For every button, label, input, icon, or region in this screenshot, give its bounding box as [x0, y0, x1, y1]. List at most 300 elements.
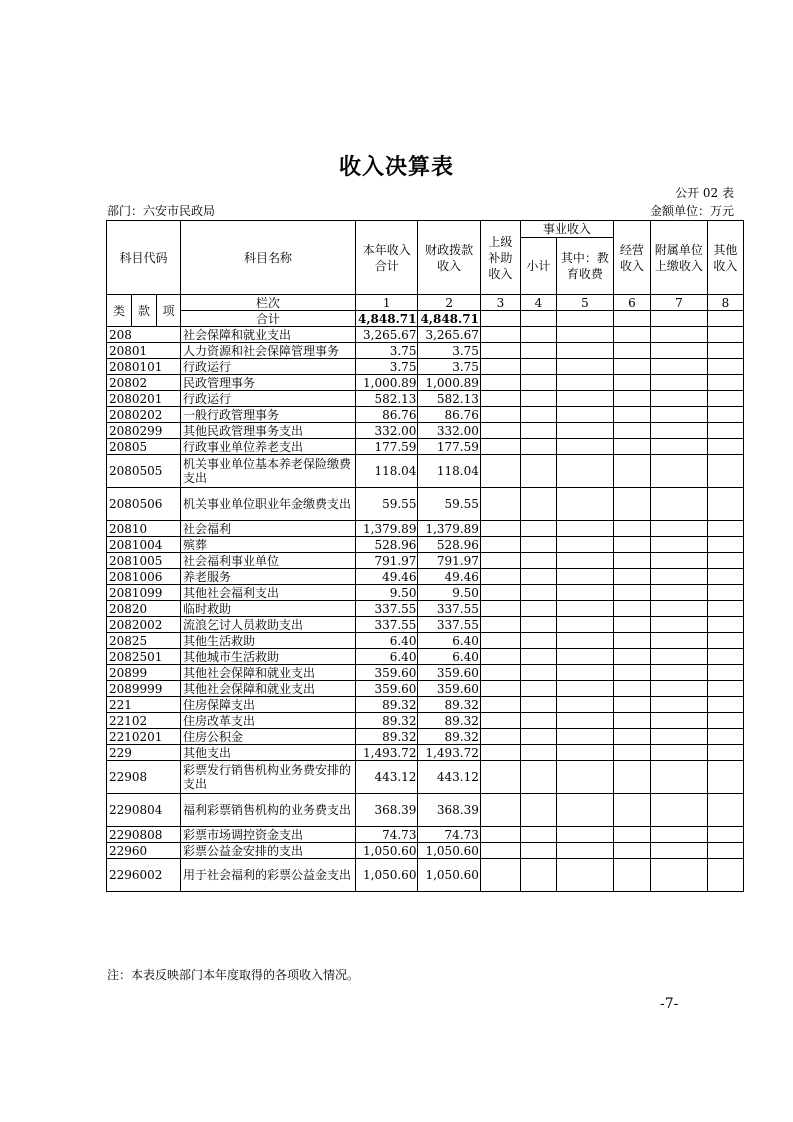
row-fiscal: 359.60: [418, 681, 480, 697]
row-name: 福利彩票销售机构的业务费支出: [181, 794, 356, 827]
row-fiscal: 86.76: [418, 407, 480, 423]
empty-cell: [650, 343, 707, 359]
row-name: 养老服务: [181, 569, 356, 585]
row-fiscal: 1,493.72: [418, 745, 480, 761]
empty-cell: [613, 359, 650, 375]
table-row: [107, 827, 744, 843]
empty-cell: [520, 697, 556, 713]
header-total-income: 本年收入合计: [356, 221, 418, 295]
header-affiliated: 附属单位上缴收入: [650, 221, 707, 295]
empty-cell: [650, 375, 707, 391]
row-code: 2290804: [107, 794, 181, 827]
empty-cell: [707, 488, 743, 521]
row-code: 20810: [107, 521, 181, 537]
table-row: [107, 859, 744, 892]
empty-cell: [613, 859, 650, 892]
empty-cell: [707, 617, 743, 633]
empty-cell: [707, 391, 743, 407]
table-row: [107, 569, 744, 585]
empty-cell: [520, 681, 556, 697]
empty-cell: [613, 617, 650, 633]
table-row: [107, 745, 744, 761]
row-total-income: 1,000.89: [356, 375, 418, 391]
empty-cell: [556, 665, 613, 681]
row-code: 2082501: [107, 649, 181, 665]
header-operating: 经营收入: [613, 221, 650, 295]
empty-cell: [480, 601, 520, 617]
row-total-income: 337.55: [356, 601, 418, 617]
row-name: 彩票市场调控资金支出: [181, 827, 356, 843]
empty-cell: [650, 359, 707, 375]
header-class: 类: [107, 295, 132, 327]
empty-cell: [650, 843, 707, 859]
row-code: 22102: [107, 713, 181, 729]
empty-cell: [613, 537, 650, 553]
table-row: [107, 761, 744, 794]
empty-cell: [520, 327, 556, 343]
empty-cell: [707, 407, 743, 423]
header-education-fee: 其中：教育收费: [556, 238, 613, 295]
table-row: [107, 665, 744, 681]
row-fiscal: 528.96: [418, 537, 480, 553]
empty-cell: [480, 681, 520, 697]
empty-cell: [480, 729, 520, 745]
form-number: 公开 02 表: [675, 186, 734, 200]
empty-cell: [520, 713, 556, 729]
row-total-income: 89.32: [356, 697, 418, 713]
empty-cell: [520, 601, 556, 617]
empty-cell: [650, 391, 707, 407]
row-fiscal: 332.00: [418, 423, 480, 439]
empty-cell: [480, 423, 520, 439]
row-code: 20899: [107, 665, 181, 681]
row-fiscal: 337.55: [418, 601, 480, 617]
row-total-income: 1,050.60: [356, 843, 418, 859]
empty-cell: [707, 537, 743, 553]
row-name: 民政管理事务: [181, 375, 356, 391]
table-row: [107, 407, 744, 423]
table-row: [107, 794, 744, 827]
row-total-income: 443.12: [356, 761, 418, 794]
empty-cell: [650, 681, 707, 697]
empty-cell: [613, 713, 650, 729]
empty-cell: [480, 537, 520, 553]
empty-cell: [650, 455, 707, 488]
row-fiscal: 1,379.89: [418, 521, 480, 537]
table-row: [107, 729, 744, 745]
row-code: 208: [107, 327, 181, 343]
empty-cell: [480, 761, 520, 794]
empty-cell: [556, 713, 613, 729]
empty-cell: [480, 407, 520, 423]
empty-cell: [520, 553, 556, 569]
empty-cell: [650, 617, 707, 633]
table-row: [107, 633, 744, 649]
row-total-income: 177.59: [356, 439, 418, 455]
empty-cell: [707, 827, 743, 843]
empty-cell: [556, 553, 613, 569]
row-code: 20802: [107, 375, 181, 391]
empty-cell: [480, 359, 520, 375]
empty-cell: [520, 407, 556, 423]
row-name: 一般行政管理事务: [181, 407, 356, 423]
empty-cell: [707, 729, 743, 745]
empty-cell: [613, 761, 650, 794]
empty-cell: [556, 423, 613, 439]
empty-cell: [613, 439, 650, 455]
empty-cell: [520, 617, 556, 633]
empty-cell: [556, 327, 613, 343]
empty-cell: [556, 343, 613, 359]
table-row: [107, 713, 744, 729]
empty-cell: [707, 327, 743, 343]
row-total-income: 3.75: [356, 359, 418, 375]
row-fiscal: 791.97: [418, 553, 480, 569]
empty-cell: [613, 521, 650, 537]
row-total-income: 791.97: [356, 553, 418, 569]
empty-cell: [650, 488, 707, 521]
empty-cell: [556, 617, 613, 633]
table-row: [107, 537, 744, 553]
empty-cell: [520, 859, 556, 892]
table-row: [107, 617, 744, 633]
row-fiscal: 1,050.60: [418, 859, 480, 892]
empty-cell: [520, 761, 556, 794]
column-number: 3: [480, 295, 520, 311]
row-code: 20820: [107, 601, 181, 617]
row-name: 机关事业单位职业年金缴费支出: [181, 488, 356, 521]
empty-cell: [613, 488, 650, 521]
empty-cell: [613, 827, 650, 843]
table-row: [107, 649, 744, 665]
row-total-income: 337.55: [356, 617, 418, 633]
row-name: 行政运行: [181, 391, 356, 407]
row-code: 2080299: [107, 423, 181, 439]
empty-cell: [707, 585, 743, 601]
row-total-income: 59.55: [356, 488, 418, 521]
empty-cell: [650, 859, 707, 892]
empty-cell: [520, 843, 556, 859]
row-code: 229: [107, 745, 181, 761]
row-fiscal: 443.12: [418, 761, 480, 794]
row-total-income: 118.04: [356, 455, 418, 488]
empty-cell: [480, 827, 520, 843]
empty-cell: [480, 343, 520, 359]
empty-cell: [556, 827, 613, 843]
row-fiscal: 177.59: [418, 439, 480, 455]
empty-cell: [707, 633, 743, 649]
row-code: 2080505: [107, 455, 181, 488]
empty-cell: [480, 327, 520, 343]
row-name: 用于社会福利的彩票公益金支出: [181, 859, 356, 892]
empty-cell: [520, 439, 556, 455]
table-row: [107, 521, 744, 537]
empty-cell: [613, 601, 650, 617]
row-total-income: 3.75: [356, 343, 418, 359]
row-code: 2080101: [107, 359, 181, 375]
table-row: [107, 327, 744, 343]
empty-cell: [707, 601, 743, 617]
table-row: [107, 391, 744, 407]
empty-cell: [613, 553, 650, 569]
empty-cell: [520, 794, 556, 827]
row-code: 2089999: [107, 681, 181, 697]
empty-cell: [707, 521, 743, 537]
empty-cell: [556, 359, 613, 375]
empty-cell: [520, 488, 556, 521]
empty-cell: [480, 617, 520, 633]
empty-cell: [480, 569, 520, 585]
empty-cell: [650, 665, 707, 681]
empty-cell: [613, 407, 650, 423]
row-fiscal: 1,050.60: [418, 843, 480, 859]
empty-cell: [613, 794, 650, 827]
row-fiscal: 359.60: [418, 665, 480, 681]
empty-cell: [613, 665, 650, 681]
empty-cell: [520, 375, 556, 391]
empty-cell: [520, 391, 556, 407]
empty-cell: [650, 649, 707, 665]
empty-cell: [650, 729, 707, 745]
empty-cell: [707, 423, 743, 439]
table-row: [107, 585, 744, 601]
empty-cell: [650, 794, 707, 827]
empty-cell: [613, 569, 650, 585]
table-row: [107, 697, 744, 713]
empty-cell: [520, 455, 556, 488]
row-code: 20805: [107, 439, 181, 455]
empty-cell: [707, 843, 743, 859]
row-code: 20801: [107, 343, 181, 359]
empty-cell: [707, 761, 743, 794]
table-row: [107, 843, 744, 859]
empty-cell: [520, 359, 556, 375]
header-code: 科目代码: [107, 221, 181, 295]
empty-cell: [650, 633, 707, 649]
row-total-income: 89.32: [356, 729, 418, 745]
empty-cell: [613, 327, 650, 343]
empty-cell: [613, 649, 650, 665]
empty-cell: [520, 745, 556, 761]
row-code: 2082002: [107, 617, 181, 633]
empty-cell: [650, 569, 707, 585]
empty-cell: [650, 827, 707, 843]
row-fiscal: 6.40: [418, 649, 480, 665]
empty-cell: [480, 859, 520, 892]
row-total-income: 368.39: [356, 794, 418, 827]
row-total-income: 6.40: [356, 649, 418, 665]
empty-cell: [650, 553, 707, 569]
empty-cell: [613, 423, 650, 439]
empty-cell: [650, 713, 707, 729]
row-code: 221: [107, 697, 181, 713]
empty-cell: [613, 585, 650, 601]
empty-cell: [480, 649, 520, 665]
empty-cell: [556, 859, 613, 892]
row-name: 其他支出: [181, 745, 356, 761]
row-name: 人力资源和社会保障管理事务: [181, 343, 356, 359]
page-title: 收入决算表: [338, 155, 454, 180]
empty-cell: [556, 375, 613, 391]
row-code: 2296002: [107, 859, 181, 892]
empty-cell: [556, 391, 613, 407]
empty-cell: [650, 537, 707, 553]
row-code: 2081005: [107, 553, 181, 569]
row-name: 其他城市生活救助: [181, 649, 356, 665]
row-total-income: 359.60: [356, 681, 418, 697]
empty-cell: [707, 375, 743, 391]
header-xiang: 项: [157, 295, 181, 327]
row-name: 住房保障支出: [181, 697, 356, 713]
income-table: [106, 220, 744, 892]
empty-cell: [556, 729, 613, 745]
empty-cell: [707, 713, 743, 729]
unit-label: 金额单位：万元: [649, 204, 734, 218]
row-name: 行政运行: [181, 359, 356, 375]
row-fiscal: 1,000.89: [418, 375, 480, 391]
row-name: 行政事业单位养老支出: [181, 439, 356, 455]
row-fiscal: 3.75: [418, 359, 480, 375]
empty-cell: [556, 633, 613, 649]
empty-cell: [650, 697, 707, 713]
row-name: 流浪乞讨人员救助支出: [181, 617, 356, 633]
table-row: [107, 553, 744, 569]
row-name: 住房改革支出: [181, 713, 356, 729]
empty-cell: [707, 439, 743, 455]
row-name: 其他民政管理事务支出: [181, 423, 356, 439]
empty-cell: [650, 439, 707, 455]
table-row: [107, 375, 744, 391]
row-code: 2081004: [107, 537, 181, 553]
row-code: 2080506: [107, 488, 181, 521]
table-row: [107, 439, 744, 455]
row-fiscal: 49.46: [418, 569, 480, 585]
row-code: 2210201: [107, 729, 181, 745]
total-fiscal-value: 4,848.71: [418, 311, 480, 327]
table-body: [107, 327, 744, 892]
page-number: -7-: [660, 996, 679, 1012]
empty-cell: [556, 569, 613, 585]
empty-cell: [707, 794, 743, 827]
empty-cell: [520, 343, 556, 359]
empty-cell: [480, 697, 520, 713]
empty-cell: [613, 633, 650, 649]
row-code: 20825: [107, 633, 181, 649]
table-row: [107, 601, 744, 617]
table-row: [107, 455, 744, 488]
empty-cell: [650, 761, 707, 794]
table-row: [107, 359, 744, 375]
empty-cell: [556, 601, 613, 617]
row-total-income: 3,265.67: [356, 327, 418, 343]
empty-cell: [650, 521, 707, 537]
row-name: 临时救助: [181, 601, 356, 617]
empty-cell: [556, 439, 613, 455]
empty-cell: [556, 455, 613, 488]
empty-cell: [650, 601, 707, 617]
column-number: 7: [650, 295, 707, 311]
row-total-income: 582.13: [356, 391, 418, 407]
row-total-income: 6.40: [356, 633, 418, 649]
empty-cell: [707, 455, 743, 488]
row-total-income: 1,379.89: [356, 521, 418, 537]
row-code: 2081099: [107, 585, 181, 601]
column-number-label: 栏次: [181, 295, 356, 311]
row-fiscal: 337.55: [418, 617, 480, 633]
empty-cell: [707, 681, 743, 697]
row-total-income: 332.00: [356, 423, 418, 439]
row-fiscal: 582.13: [418, 391, 480, 407]
empty-cell: [520, 633, 556, 649]
row-name: 社会福利: [181, 521, 356, 537]
empty-cell: [613, 745, 650, 761]
row-name: 其他社会福利支出: [181, 585, 356, 601]
total-income-value: 4,848.71: [356, 311, 418, 327]
empty-cell: [613, 375, 650, 391]
empty-cell: [480, 375, 520, 391]
row-fiscal: 59.55: [418, 488, 480, 521]
empty-cell: [480, 665, 520, 681]
empty-cell: [520, 665, 556, 681]
row-fiscal: 3.75: [418, 343, 480, 359]
row-total-income: 74.73: [356, 827, 418, 843]
column-number: 8: [707, 295, 743, 311]
row-name: 社会福利事业单位: [181, 553, 356, 569]
empty-cell: [480, 843, 520, 859]
row-code: 22908: [107, 761, 181, 794]
empty-cell: [707, 553, 743, 569]
row-name: 机关事业单位基本养老保险缴费支出: [181, 455, 356, 488]
empty-cell: [480, 553, 520, 569]
empty-cell: [520, 423, 556, 439]
empty-cell: [480, 521, 520, 537]
row-total-income: 528.96: [356, 537, 418, 553]
empty-cell: [556, 697, 613, 713]
row-name: 住房公积金: [181, 729, 356, 745]
column-number: 2: [418, 295, 480, 311]
empty-cell: [520, 729, 556, 745]
row-fiscal: 6.40: [418, 633, 480, 649]
empty-cell: [556, 585, 613, 601]
empty-cell: [650, 327, 707, 343]
empty-cell: [480, 713, 520, 729]
row-total-income: 1,493.72: [356, 745, 418, 761]
header-subtotal: 小计: [520, 238, 556, 295]
row-total-income: 1,050.60: [356, 859, 418, 892]
empty-cell: [480, 391, 520, 407]
empty-cell: [520, 537, 556, 553]
empty-cell: [613, 343, 650, 359]
total-label: 合计: [181, 311, 356, 327]
empty-cell: [520, 649, 556, 665]
empty-cell: [480, 633, 520, 649]
row-name: 彩票公益金安排的支出: [181, 843, 356, 859]
empty-cell: [707, 665, 743, 681]
row-code: 22960: [107, 843, 181, 859]
empty-cell: [520, 569, 556, 585]
empty-cell: [707, 359, 743, 375]
empty-cell: [650, 407, 707, 423]
header-kuan: 款: [132, 295, 157, 327]
empty-cell: [613, 729, 650, 745]
row-fiscal: 89.32: [418, 729, 480, 745]
table-row: [107, 343, 744, 359]
empty-cell: [556, 843, 613, 859]
row-code: 2080201: [107, 391, 181, 407]
empty-cell: [613, 697, 650, 713]
row-total-income: 86.76: [356, 407, 418, 423]
header-other: 其他收入: [707, 221, 743, 295]
